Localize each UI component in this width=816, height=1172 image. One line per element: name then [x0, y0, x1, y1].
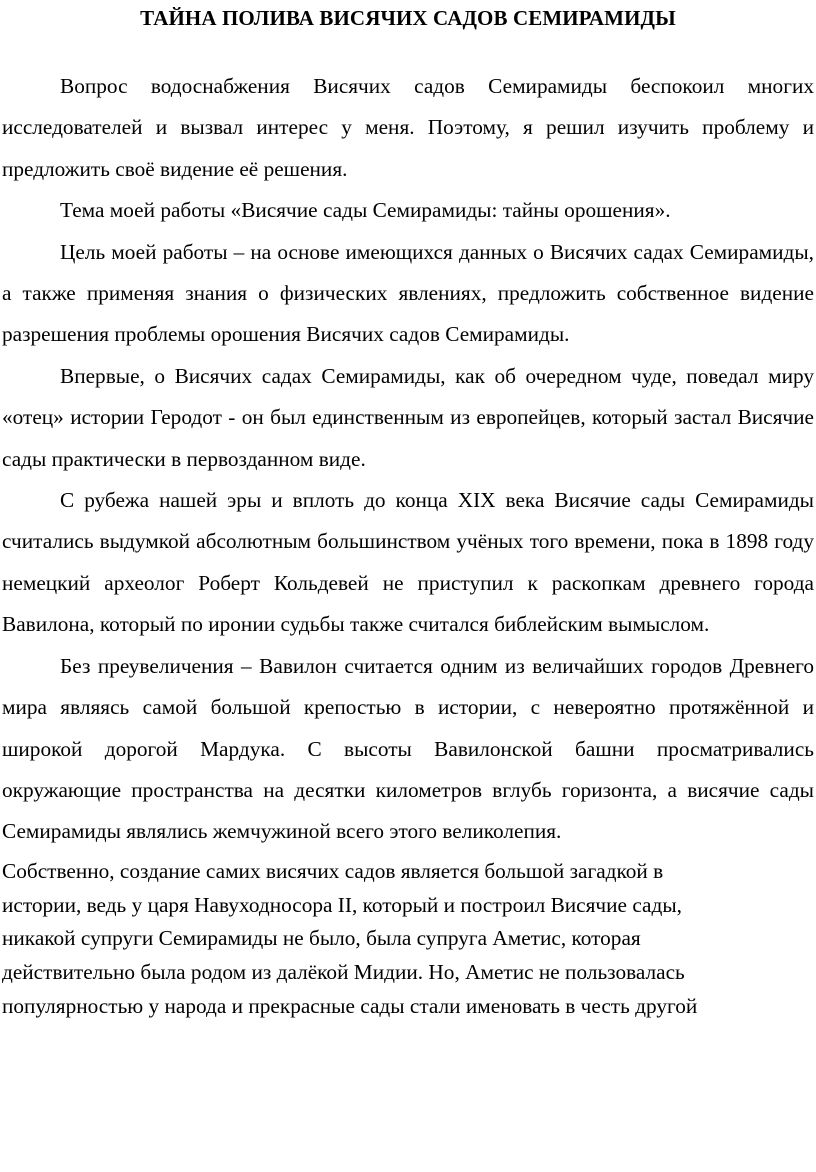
final-paragraph-line: Собственно, создание самих висячих садов является большой загадкой в: [2, 858, 664, 883]
paragraph-herodotus: Впервые, о Висячих садах Семирамиды, как об очередном чуде, поведал миру «отец» истории Геродот - он был единственным из европейцев, который застал Висячие сады практически в первозданном виде.: [2, 363, 814, 471]
final-paragraph-line: истории, ведь у царя Навуходносора II, который и построил Висячие сады,: [2, 892, 682, 917]
final-paragraph-line: никакой супруги Семирамиды не было, была супруга Аметис, которая: [2, 926, 641, 951]
paragraph-goal: Цель моей работы – на основе имеющихся данных о Висячих садах Семирамиды, а также применяя знания о физических явлениях, предложить собственное видение разрешения проблемы орошения Висячих садов Семирамиды.: [2, 239, 814, 347]
document-body: [2, 66, 814, 853]
final-paragraph-line: действительно была родом из далёкой Мидии. Но, Аметис не пользовалась: [2, 960, 685, 985]
final-paragraph: [2, 855, 814, 1024]
document-title: ТАЙНА ПОЛИВА ВИСЯЧИХ САДОВ СЕМИРАМИДЫ: [140, 6, 676, 30]
paragraph-intro: Вопрос водоснабжения Висячих садов Семирамиды беспокоил многих исследователей и вызвал интерес у меня. Поэтому, я решил изучить проблему и предложить своё видение её решения.: [2, 74, 814, 181]
final-paragraph-line: популярностью у народа и прекрасные сады стали именовать в честь другой: [2, 993, 698, 1018]
paragraph-topic: Тема моей работы «Висячие сады Семирамиды: тайны орошения».: [60, 198, 671, 223]
paragraph-babylon: Без преувеличения – Вавилон считается одним из величайших городов Древнего мира являясь самой большой крепостью в истории, с невероятно протяжённой и широкой дорогой Мардука. С высоты Вавилонской башни просматривались окружающие пространства на десятки километров вглубь горизонта, а висячие сады Семирамиды являлись жемчужиной всего этого великолепия.: [2, 653, 814, 844]
paragraph-koldewey: С рубежа нашей эры и вплоть до конца XIX века Висячие сады Семирамиды считались выдумкой абсолютным большинством учёных того времени, пока в 1898 году немецкий археолог Роберт Кольдевей не приступил к раскопкам древнего города Вавилона, который по иронии судьбы также считался библейским вымыслом.: [2, 488, 814, 637]
